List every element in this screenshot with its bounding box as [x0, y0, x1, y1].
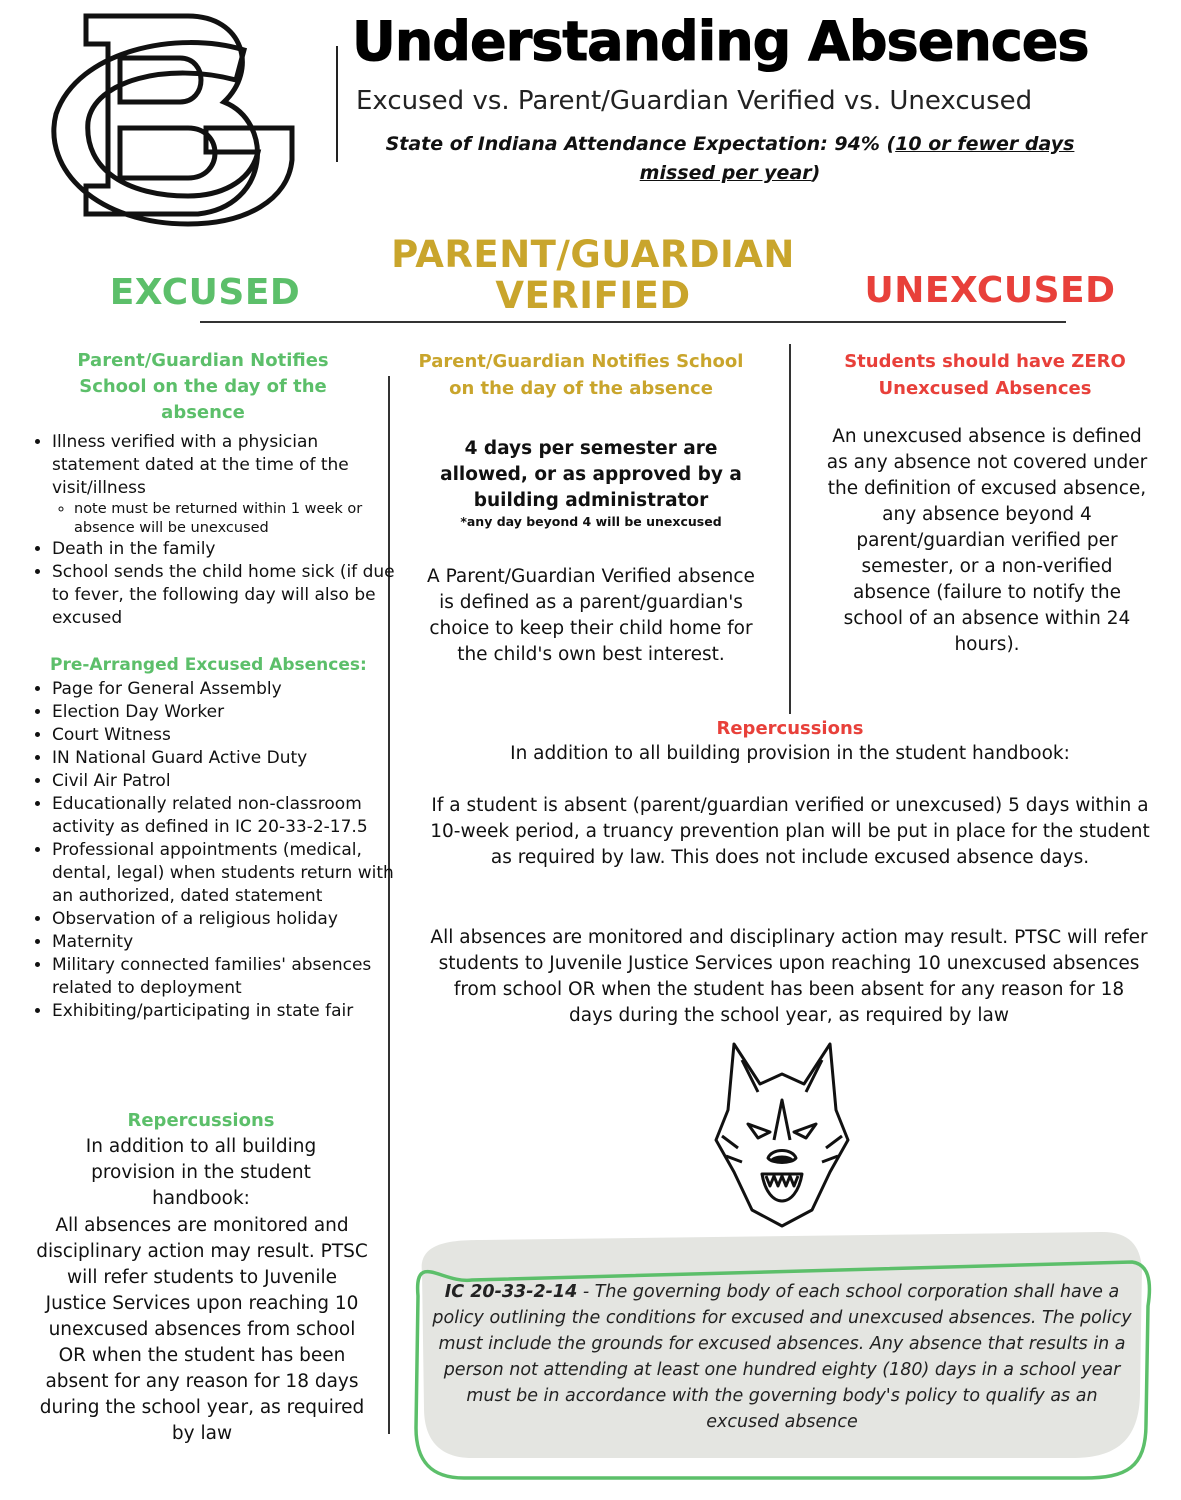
list-item: • Court Witness: [52, 724, 397, 747]
list-item: • Professional appointments (medical, dental, legal) when students return with an authorized, dated statement: [52, 839, 397, 908]
excused-repercussions-text: All absences are monitored and disciplinary action may result. PTSC will refer students to Juvenile Justice Services upon reaching 10 unexcused absences from school OR when the student has been absent for any reason for 18 days during the school year, as required by law: [36, 1215, 368, 1444]
wolf-head-icon: [712, 1040, 852, 1228]
monitoring-text: All absences are monitored and disciplinary action may result. PTSC will refer students to Juvenile Justice Services upon reaching 10 unexcused absences from school OR when the student has been absent for any reason for 18 days during the school year, as required by law: [430, 927, 1148, 1026]
parent-allowed-days: 4 days per semester are allowed, or as approved by a building administrator: [440, 438, 742, 511]
excused-repercussions-heading: Repercussions: [127, 1110, 275, 1131]
header-divider: [336, 46, 338, 162]
parent-allowed-note: *any day beyond 4 will be unexcused: [460, 514, 722, 529]
list-item: • Election Day Worker: [52, 701, 397, 724]
list-item: • Exhibiting/participating in state fair: [52, 1000, 397, 1023]
list-item: • Civil Air Patrol: [52, 770, 397, 793]
parent-notify-heading: Parent/Guardian Notifies School on the day of the absence: [418, 351, 744, 399]
unexcused-definition: An unexcused absence is defined as any absence not covered under the definition of excused absence, any absence beyond 4 parent/guardian verified per semester, or a non-verified absence (failure to notify the school of an absence within 24 hours).: [826, 426, 1148, 655]
prearranged-list: [26, 678, 397, 1023]
list-item: • Maternity: [52, 931, 397, 954]
prearranged-heading: Pre-Arranged Excused Absences:: [50, 655, 367, 675]
unexcused-heading: UNEXCUSED: [864, 270, 1116, 311]
list-item: • IN National Guard Active Duty: [52, 747, 397, 770]
statute-code: IC 20-33-2-14: [444, 1282, 578, 1302]
list-item: • Illness verified with a physician statement dated at the time of the visit/illness ◦ note must be returned within 1 week or absence will be unexcused: [52, 431, 397, 538]
attendance-expectation: State of Indiana Attendance Expectation: 94% (10 or fewer days missed per year): [385, 133, 1075, 184]
column-divider-right: [789, 344, 791, 714]
page-title: Understanding Absences: [352, 10, 1089, 73]
heading-divider: [200, 321, 1066, 323]
page-subtitle: Excused vs. Parent/Guardian Verified vs. Unexcused: [356, 86, 1033, 116]
bg-monogram-logo: [38, 10, 300, 232]
shared-repercussions-intro: In addition to all building provision in the student handbook:: [510, 743, 1070, 764]
statute-text: IC 20-33-2-14 - The governing body of each school corporation shall have a policy outlining the conditions for excused and unexcused absences. The policy must include the grounds for excused absences. Any absence that results in a person not attending at least one hundred eighty (180) days in a school year must be in accordance with the governing body's policy to qualify as an excused absence: [432, 1282, 1132, 1432]
list-item: • Military connected families' absences related to deployment: [52, 954, 397, 1000]
list-item: • Death in the family: [52, 538, 397, 561]
unexcused-zero-heading: Students should have ZERO Unexcused Absences: [844, 351, 1126, 399]
list-item: • Page for General Assembly: [52, 678, 397, 701]
list-item: • Observation of a religious holiday: [52, 908, 397, 931]
parent-definition: A Parent/Guardian Verified absence is defined as a parent/guardian's choice to keep their child home for the child's own best interest.: [427, 566, 755, 665]
shared-repercussions-heading: Repercussions: [716, 718, 864, 739]
illness-note: ◦ note must be returned within 1 week or absence will be unexcused: [74, 500, 397, 538]
excused-repercussions-intro: In addition to all building provision in the student handbook:: [85, 1136, 317, 1209]
excused-list: [26, 431, 397, 630]
excused-heading: EXCUSED: [109, 272, 301, 313]
list-item: • Educationally related non-classroom activity as defined in IC 20-33-2-17.5: [52, 793, 397, 839]
list-item: • School sends the child home sick (if due to fever, the following day will also be excused: [52, 561, 397, 630]
excused-notify-heading: Parent/Guardian Notifies School on the day of the absence: [77, 350, 329, 423]
truancy-plan-text: If a student is absent (parent/guardian verified or unexcused) 5 days within a 10-week period, a truancy prevention plan will be put in place for the student as required by law. This does not include excused absence days.: [430, 795, 1150, 868]
parent-verified-heading: PARENT/GUARDIAN VERIFIED: [391, 233, 795, 317]
expectation-days: 10 or fewer days missed per year: [639, 133, 1075, 184]
